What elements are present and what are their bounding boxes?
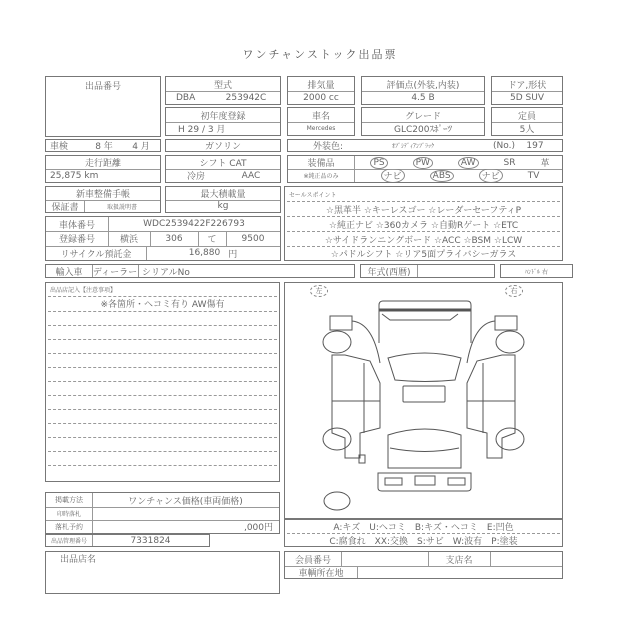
max-load-label: 最大積載量 (200, 190, 246, 200)
member-box (284, 551, 563, 579)
chassis-box (45, 216, 281, 261)
equipment-box (287, 155, 563, 183)
sales-point-line-1: ☆黒革半 ☆キーレスゴー ☆レーダーセーフティP (325, 205, 522, 216)
equip-leather: 革 (540, 159, 550, 169)
displacement-value: 2000 cc (303, 92, 339, 103)
chassis-label: 車体番号 (58, 220, 95, 231)
first-registration-box (165, 107, 281, 136)
car-name-box (287, 107, 355, 136)
import-box (45, 264, 355, 278)
serial-label: シリアルNo (142, 267, 190, 277)
import-type: ディーラー (92, 267, 138, 277)
score-label: 評価点(外装,内装) (386, 80, 460, 91)
car-name-label: 車名 (311, 111, 330, 122)
inspection-label: 車検 (50, 142, 69, 151)
car-name-value: Mercedes (306, 125, 336, 132)
listing-box (45, 492, 280, 534)
model-type-prefix: DBA (176, 92, 196, 103)
capacity-box (491, 107, 563, 136)
model-year-value (417, 265, 494, 277)
sales-point-line-4: ☆パドルシフト ☆リア5面プライバシーガラス (330, 250, 517, 260)
page-title: ワンチャンストック出品票 (242, 48, 398, 61)
chassis-value: WDC2539422F226793 (143, 219, 245, 229)
equip-abs: ABS (430, 170, 454, 182)
capacity-label: 定員 (517, 111, 536, 122)
shift-value: シフト CAT (199, 159, 247, 169)
color-no-label: (No.) (493, 140, 515, 151)
store-name-label: 出品店名 (60, 555, 97, 565)
damage-legend-box (284, 519, 563, 547)
damage-diagram-box (284, 282, 563, 519)
registration-label: 登録番号 (58, 235, 95, 245)
left-side-label: 左 (310, 285, 328, 297)
max-load-unit: kg (217, 201, 229, 211)
model-type-box (165, 76, 281, 105)
registration-region: 横浜 (119, 235, 138, 245)
recycle-unit: 円 (228, 249, 238, 260)
maintenance-box (45, 186, 161, 213)
exterior-color-value: ｵﾌﾞｼﾃﾞｨｱﾝﾌﾞﾗｯｸ (391, 143, 434, 150)
recycle-label: リサイクル預託金 (60, 249, 132, 260)
equip-tv: TV (527, 170, 540, 181)
exterior-color-box (287, 139, 563, 152)
registration-class: 306 (165, 233, 183, 244)
aircon-label: 冷房 (186, 172, 205, 182)
equip-sr: SR (503, 157, 516, 168)
score-value: 4.5 B (411, 92, 435, 103)
equipment-row-1 (358, 156, 562, 169)
capacity-value: 5人 (519, 125, 535, 135)
inspection-month: 4 月 (132, 142, 150, 151)
recycle-amount (146, 246, 280, 260)
registration-number: 9500 (241, 233, 265, 244)
inspection-year: 8 年 (95, 142, 113, 151)
equip-aw: AW (458, 157, 479, 169)
score-box (361, 76, 485, 105)
stock-number-value: 7331824 (130, 535, 171, 546)
mileage-box (45, 155, 161, 183)
import-label: 輸入車 (55, 267, 83, 277)
mileage-label: 走行距離 (84, 159, 121, 169)
model-year-box (360, 264, 495, 278)
lot-number-box (45, 76, 161, 137)
model-type-label: 型式 (213, 80, 232, 91)
model-type-value: 253942C (225, 92, 267, 103)
equip-ps: PS (370, 157, 387, 169)
doors-label: ドア,形状 (507, 80, 547, 91)
right-side-label: 右 (505, 285, 523, 297)
displacement-box (287, 76, 355, 105)
notes-line-1: ※各箇所・ヘコミ有り AW傷有 (100, 300, 225, 310)
equip-navi: ナビ (381, 169, 405, 182)
shift-box (165, 155, 281, 183)
warranty-label: 保証書 (51, 202, 79, 212)
car-outline-icon (285, 283, 562, 518)
sales-points-box (284, 186, 563, 261)
equip-navi-2: ナビ (479, 169, 503, 182)
grade-label: グレード (404, 111, 441, 122)
sales-points-label: セールスポイント (289, 191, 337, 199)
branch-label: 支店名 (445, 555, 473, 566)
sales-point-line-3: ☆サイドランニングボード ☆ACC ☆BSM ☆LCW (324, 235, 523, 246)
maintenance-label: 新車整備手帳 (75, 190, 130, 200)
legend-row-2: C:腐食れ XX:交換 S:サビ W:波有 P:塗装 (329, 537, 518, 547)
auction-fee-label: 印時落札 (56, 511, 81, 518)
notes-label: 出品店記入【注意事項】 (50, 287, 117, 294)
fuel-value: ガソリン (204, 142, 241, 151)
doors-box (491, 76, 563, 105)
mileage-value: 25,875 km (50, 170, 99, 181)
grade-value: GLC200ｽﾎﾟｰﾂ (394, 125, 452, 135)
color-no-value: 197 (526, 140, 544, 151)
manual-label: 取扱説明書 (106, 203, 137, 211)
recycle-value: 16,880 (188, 248, 221, 258)
location-label: 車輌所在地 (298, 568, 344, 578)
reserve-label: 落札予約 (55, 522, 83, 531)
equipment-label: 装備品 (307, 159, 335, 169)
store-name-box (45, 551, 280, 594)
equipment-row-2 (368, 169, 552, 182)
fuel-box (165, 139, 281, 152)
handle-box (500, 264, 573, 278)
inspection-box (45, 139, 161, 152)
legend-row-1: A:キズ U:ヘコミ B:キズ・ヘコミ E:凹色 (333, 523, 514, 533)
equip-pw: PW (413, 157, 433, 169)
lot-number-label: 出品番号 (84, 81, 121, 92)
notes-box (45, 282, 280, 482)
model-year-label: 年式(西暦) (367, 267, 411, 277)
grade-box (361, 107, 485, 136)
first-registration-label: 初年度登録 (200, 111, 246, 122)
registration-kana: て (207, 235, 217, 245)
max-load-box (165, 186, 281, 213)
doors-value: 5D SUV (510, 92, 544, 103)
handle-value: ﾊﾝﾄﾞﾙ 右 (525, 268, 548, 276)
stock-number-label: 出品管理番号 (50, 538, 87, 545)
exterior-color-label: 外装色: (312, 142, 344, 151)
sales-point-line-2: ☆純正ナビ ☆360カメラ ☆自動Rゲート ☆ETC (328, 220, 519, 231)
aircon-value: AAC (241, 170, 261, 181)
listing-label: 掲載方法 (55, 496, 83, 504)
reserve-value: ,000円 (243, 523, 273, 533)
first-registration-value: H 29 / 3 月 (178, 125, 226, 135)
displacement-label: 排気量 (307, 80, 335, 91)
stock-number-box (45, 534, 210, 547)
equipment-sub-label: ※純正品のみ (303, 173, 339, 180)
member-no-label: 会員番号 (294, 555, 331, 566)
listing-value: ワンチャンス価格(車両価格) (128, 496, 243, 507)
